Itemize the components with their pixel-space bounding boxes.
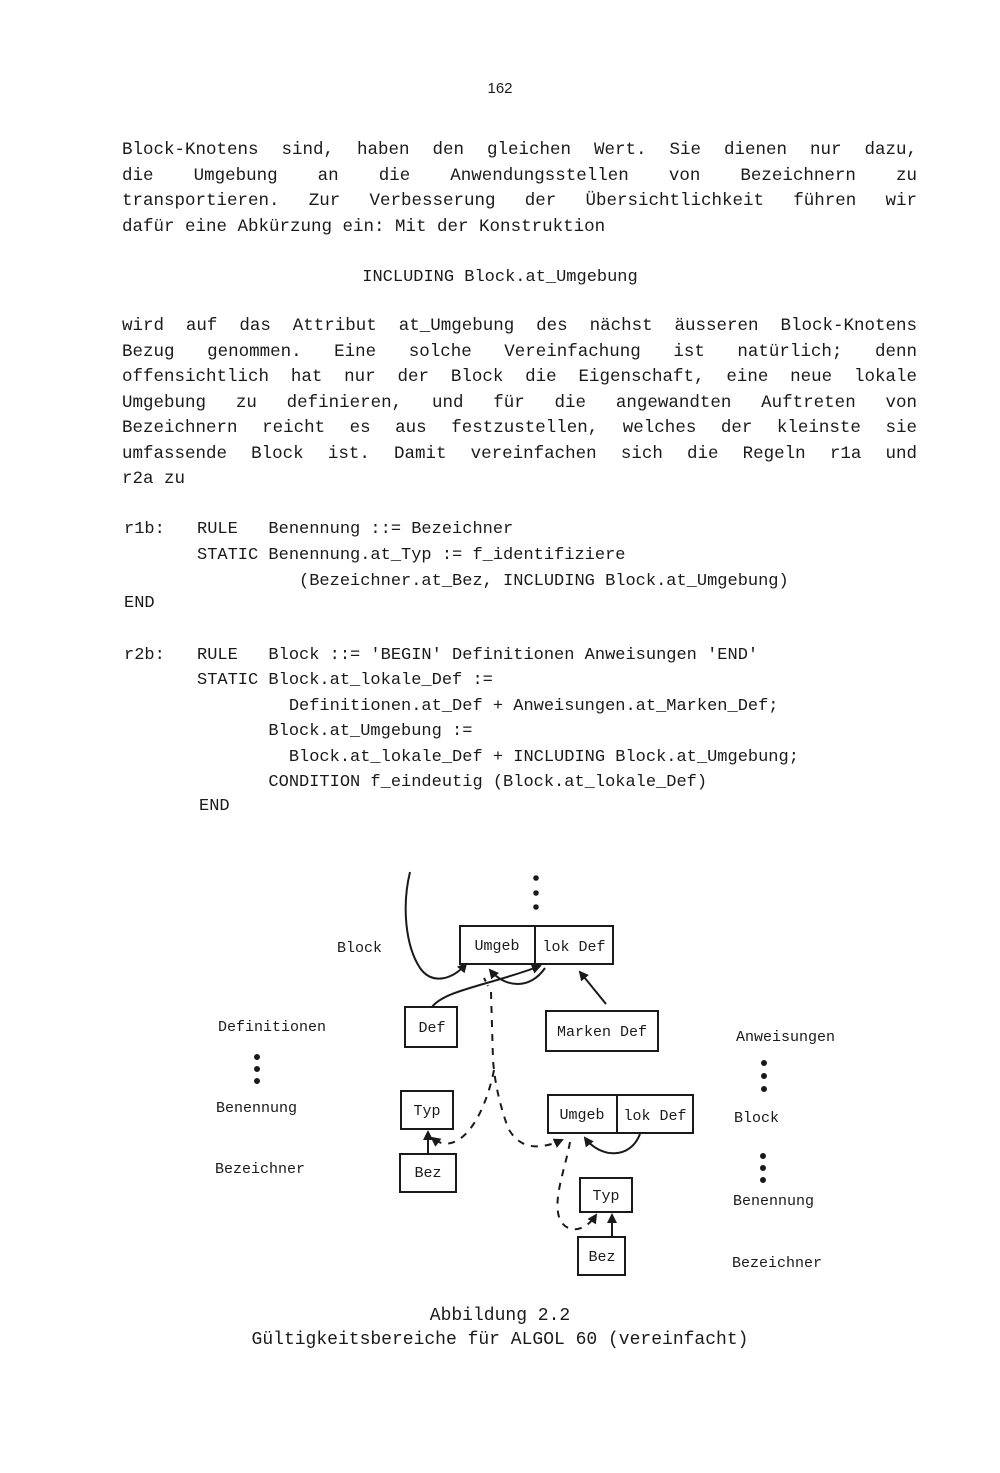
arrow-lokdef-to-umgeb-inner bbox=[585, 1134, 640, 1153]
ellipsis-dot bbox=[761, 1178, 765, 1182]
text-line: r2a zu bbox=[122, 469, 186, 489]
arrow-outer-umgebung bbox=[406, 872, 466, 979]
text-line: umfassende Block ist. Damit vereinfachen sich die Regeln r1a und bbox=[122, 443, 917, 464]
box-label: lok Def bbox=[542, 939, 606, 956]
caption-title: Abbildung 2.2 bbox=[429, 1306, 571, 1326]
ellipsis-dot bbox=[255, 1055, 259, 1059]
arrow-lokdef-to-umgeb bbox=[490, 968, 545, 984]
box-label: Umgeb bbox=[559, 1107, 605, 1124]
dashed-path-umgebung bbox=[491, 992, 562, 1146]
rule-r1b-end: END bbox=[124, 594, 155, 613]
ellipsis-dot bbox=[255, 1067, 259, 1071]
figure-label-bezeichner-right: Bezeichner bbox=[732, 1255, 823, 1272]
figure-label-benennung: Benennung bbox=[216, 1100, 298, 1117]
text-line: wird auf das Attribut at_Umgebung des nächst äusseren Block-Knotens bbox=[122, 316, 917, 336]
text-line: transportieren. Zur Verbesserung der Übersichtlichkeit führen wir bbox=[122, 191, 917, 211]
rule-r2b-line: CONDITION f_eindeutig (Block.at_lokale_Def) bbox=[197, 773, 708, 792]
figure-label-benennung-right: Benennung bbox=[733, 1193, 815, 1210]
box-label: Bez bbox=[414, 1165, 442, 1182]
ellipsis-dot bbox=[255, 1079, 259, 1083]
figure-label-block-right: Block bbox=[734, 1110, 780, 1127]
including-construct: INCLUDING Block.at_Umgebung bbox=[362, 268, 638, 287]
rule-r2b-line: RULE Block ::= 'BEGIN' Definitionen Anweisungen 'END' bbox=[197, 646, 759, 665]
figure-caption bbox=[0, 1306, 1000, 1350]
box-label: lok Def bbox=[623, 1108, 687, 1125]
caption-text: Gültigkeitsbereiche für ALGOL 60 (vereinfacht) bbox=[251, 1330, 749, 1350]
ellipsis-dot bbox=[762, 1074, 766, 1078]
box-label: Def bbox=[418, 1020, 446, 1037]
box-label: Umgeb bbox=[474, 938, 520, 955]
ellipsis-dot bbox=[534, 876, 538, 880]
text-line: Umgebung zu definieren, und für die angewandten Auftreten von bbox=[122, 392, 917, 413]
text-line: Block-Knotens sind, haben den gleichen Wert. Sie dienen nur dazu, bbox=[122, 140, 917, 160]
rule-r1b-line: STATIC Benennung.at_Typ := f_identifiziere bbox=[197, 546, 626, 565]
text-line: dafür eine Abkürzung ein: Mit der Konstruktion bbox=[122, 216, 606, 237]
page-number: 162 bbox=[487, 80, 513, 97]
rule-r1b-label: r1b: bbox=[124, 520, 165, 539]
box-label: Marken Def bbox=[556, 1024, 648, 1041]
rule-r2b-label: r2b: bbox=[124, 646, 165, 665]
ellipsis-dot bbox=[534, 891, 538, 895]
rule-r2b-end: END bbox=[199, 797, 230, 816]
ellipsis-dot bbox=[762, 1087, 766, 1091]
ellipsis-dot bbox=[762, 1061, 766, 1065]
rule-r2b-line: Definitionen.at_Def + Anweisungen.at_Marken_Def; bbox=[197, 697, 779, 716]
rule-r1b-line: (Bezeichner.at_Bez, INCLUDING Block.at_Umgebung) bbox=[197, 572, 789, 591]
figure-label-block: Block bbox=[337, 940, 383, 957]
figure-label-bezeichner: Bezeichner bbox=[215, 1161, 306, 1178]
text-line: Bezeichnern reicht es aus festzustellen, welches der kleinste sie bbox=[122, 418, 917, 438]
box-label: Bez bbox=[588, 1249, 616, 1266]
box-label: Typ bbox=[413, 1103, 441, 1120]
rule-r1b-line: RULE Benennung ::= Bezeichner bbox=[197, 520, 514, 539]
figure-label-anweisungen: Anweisungen bbox=[736, 1029, 836, 1046]
text-line: die Umgebung an die Anwendungsstellen von Bezeichnern zu bbox=[122, 165, 917, 186]
figure-label-definitionen: Definitionen bbox=[218, 1019, 327, 1036]
arrow-def-to-lokdef bbox=[432, 966, 540, 1007]
ellipsis-dot bbox=[761, 1166, 765, 1170]
dashed-path-to-left-typ bbox=[432, 1070, 494, 1144]
rule-r2b-line: Block.at_lokale_Def + INCLUDING Block.at_Umgebung; bbox=[197, 748, 799, 767]
rule-r2b-line: Block.at_Umgebung := bbox=[197, 722, 473, 741]
ellipsis-dot bbox=[534, 905, 538, 909]
rule-r2b-line: STATIC Block.at_lokale_Def := bbox=[197, 671, 493, 690]
text-line: offensichtlich hat nur der Block die Eigenschaft, eine neue lokale bbox=[122, 367, 917, 387]
dashed-path-to-right-typ bbox=[557, 1142, 596, 1229]
arrow-marken-to-lokdef bbox=[580, 972, 606, 1004]
ellipsis-dot bbox=[761, 1154, 765, 1158]
box-label: Typ bbox=[592, 1188, 620, 1205]
text-line: Bezug genommen. Eine solche Vereinfachung ist natürlich; denn bbox=[122, 341, 917, 362]
